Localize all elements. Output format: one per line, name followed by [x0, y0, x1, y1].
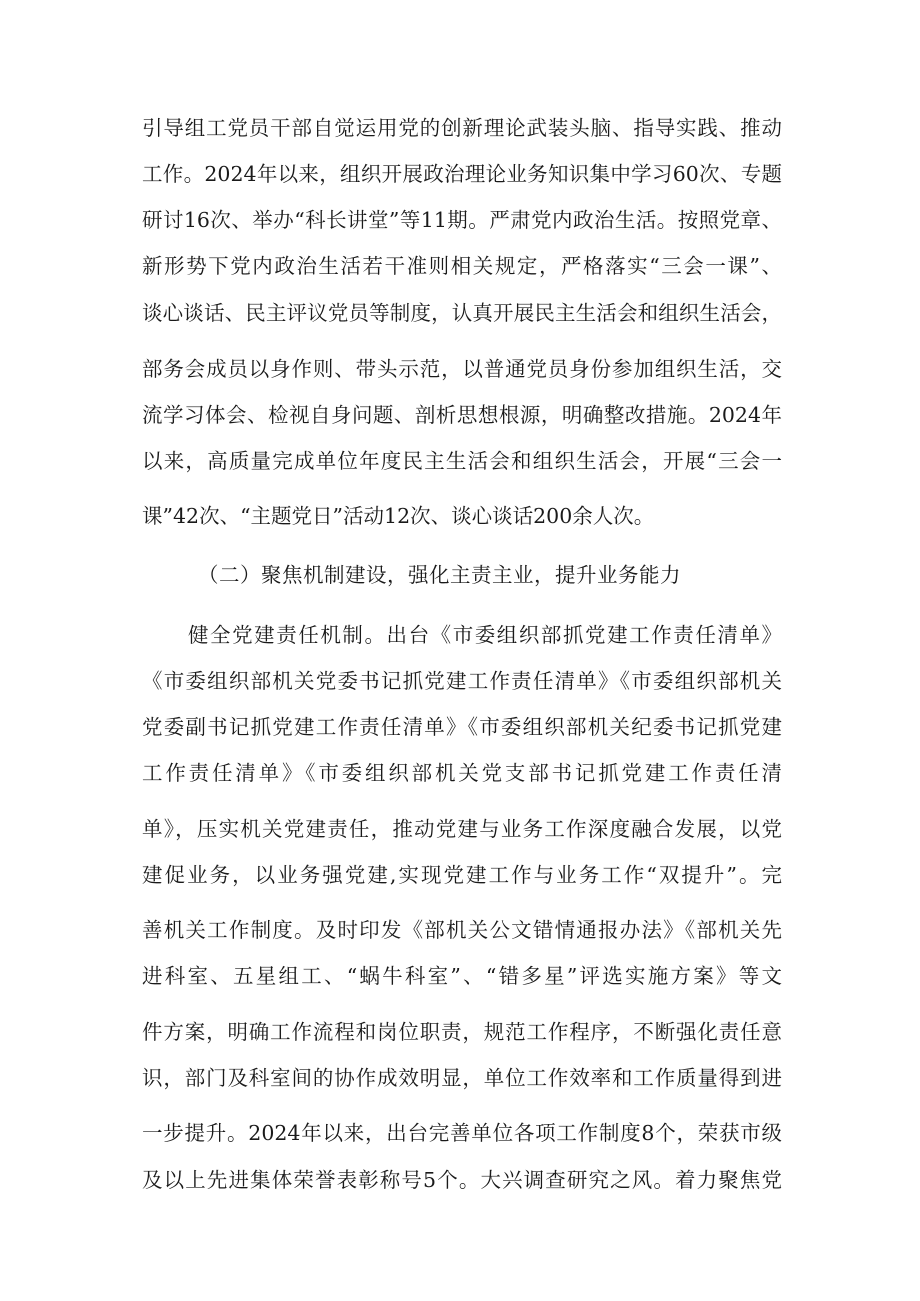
text-line: 善机关工作制度。及时印发《部机关公文错情通报办法》《部机关先 [142, 918, 782, 942]
text-line: 党委副书记抓党建工作责任清单》《市委组织部机关纪委书记抓党建 [142, 715, 782, 739]
text-line: 谈心谈话、民主评议党员等制度，认真开展民主生活会和组织生活会， [142, 301, 782, 325]
text-line: 识，部门及科室间的协作成效明显，单位工作效率和工作质量得到进 [142, 1066, 782, 1090]
section-heading: （二）聚焦机制建设，强化主责主业，提升业务能力 [198, 563, 681, 587]
text-line: 工作责任清单》《市委组织部机关党支部书记抓党建工作责任清 [142, 761, 782, 785]
text-line: 健全党建责任机制。出台《市委组织部抓党建工作责任清单》 [188, 623, 782, 647]
text-line: 流学习体会、检视自身问题、剖析思想根源，明确整改措施。2024年 [142, 403, 782, 427]
text-line: 建促业务，以业务强党建,实现党建工作与业务工作“双提升”。完 [142, 863, 782, 887]
text-line: 《市委组织部机关党委书记抓党建工作责任清单》《市委组织部机关 [142, 669, 782, 693]
text-line: 新形势下党内政治生活若干准则相关规定，严格落实“三会一课”、 [142, 254, 782, 278]
text-line: 工作。2024年以来，组织开展政治理论业务知识集中学习60次、专题 [142, 162, 782, 186]
text-line: 单》，压实机关党建责任，推动党建与业务工作深度融合发展，以党 [142, 817, 782, 841]
text-line: 进科室、五星组工、“蜗牛科室”、“错多星”评选实施方案》等文 [142, 964, 782, 988]
text-line: 以来，高质量完成单位年度民主生活会和组织生活会，开展“三会一 [142, 449, 782, 473]
text-line: 一步提升。2024年以来，出台完善单位各项工作制度8个，荣获市级 [142, 1121, 782, 1145]
text-line: 件方案，明确工作流程和岗位职责，规范工作程序，不断强化责任意 [142, 1020, 782, 1044]
text-line: 引导组工党员干部自觉运用党的创新理论武装头脑、指导实践、推动 [142, 116, 782, 140]
text-line: 及以上先进集体荣誉表彰称号5个。大兴调查研究之风。着力聚焦党 [142, 1168, 782, 1192]
text-line: 部务会成员以身作则、带头示范，以普通党员身份参加组织生活，交 [142, 357, 782, 381]
text-line: 研讨16次、举办“科长讲堂”等11期。严肃党内政治生活。按照党章、 [142, 208, 782, 232]
text-line: 课”42次、“主题党日”活动12次、谈心谈话200余人次。 [142, 504, 655, 528]
